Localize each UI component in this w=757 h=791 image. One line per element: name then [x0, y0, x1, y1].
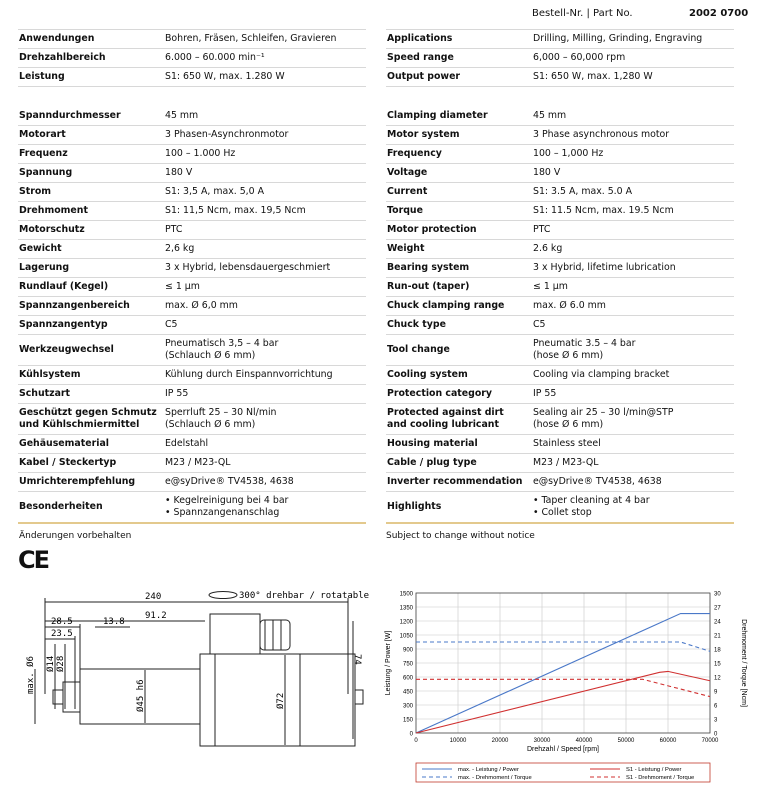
dim-28-5: 28.5 [51, 617, 73, 627]
spec-value: PTC [533, 224, 551, 235]
spec-label: Werkzeugwechsel [19, 344, 114, 355]
spec-value: 2.6 kg [533, 243, 563, 254]
spec-label: Motorart [19, 129, 66, 140]
spec-label: Weight [387, 243, 425, 254]
y2-tick-label: 27 [714, 605, 721, 612]
spec-label: Besonderheiten [19, 501, 103, 512]
spec-label: Umrichterempfehlung [19, 476, 136, 487]
spec-row [18, 435, 366, 454]
y2-tick-label: 6 [714, 703, 718, 710]
spec-value: ≤ 1 μm [165, 281, 200, 292]
spec-label: Rundlauf (Kegel) [19, 281, 109, 292]
spec-value: C5 [533, 319, 546, 330]
spec-value: 2,6 kg [165, 243, 195, 254]
spec-row [18, 404, 366, 435]
y-axis-label: Leistung / Power [W] [385, 630, 392, 696]
spec-value: Edelstahl [165, 438, 209, 449]
dim-23-5: 23.5 [51, 629, 73, 639]
x-axis-label: Drehzahl / Speed [rpm] [527, 746, 599, 753]
spec-row [386, 278, 734, 297]
spec-value: M23 / M23-QL [165, 457, 231, 468]
dim-72: Ø72 [276, 692, 286, 709]
spec-value: 3 x Hybrid, lebensdauergeschmiert [165, 262, 331, 273]
spec-row [386, 335, 734, 366]
dim-13-8: 13.8 [103, 617, 125, 627]
y2-axis-label: Drehmoment / Torque [Ncm] [740, 619, 747, 707]
spec-row [18, 259, 366, 278]
spec-row [18, 145, 366, 164]
spec-row [386, 366, 734, 385]
spec-label: Protection category [387, 388, 493, 399]
x-tick-label: 60000 [659, 738, 677, 744]
spec-row [386, 297, 734, 316]
spec-row [386, 240, 734, 259]
spec-row [18, 49, 366, 68]
dim-14: Ø14 [46, 655, 56, 672]
spec-row [18, 107, 366, 126]
spec-value: Sealing air 25 – 30 l/min@STP (hose Ø 6 mm) [533, 407, 674, 430]
x-tick-label: 30000 [533, 738, 551, 744]
spec-row [18, 202, 366, 221]
order-label: Bestell-Nr. | Part No. [532, 8, 633, 19]
spec-label: Strom [19, 186, 52, 197]
dim-28: Ø28 [56, 655, 66, 672]
spec-value: • Kegelreinigung bei 4 bar • Spannzangenanschlag [165, 495, 289, 518]
y2-tick-label: 30 [714, 591, 721, 598]
spec-row [18, 492, 366, 524]
spec-value: Cooling via clamping bracket [533, 369, 670, 380]
spec-label: Leistung [19, 71, 65, 82]
spec-label: Frequency [387, 148, 442, 159]
y-tick-label: 750 [402, 661, 413, 668]
spec-value: 6.000 – 60.000 min⁻¹ [165, 52, 265, 63]
y-tick-label: 150 [402, 717, 413, 724]
dim-91: 91.2 [145, 611, 167, 621]
spec-label: Run-out (taper) [387, 281, 470, 292]
spec-label: Chuck clamping range [387, 300, 505, 311]
spec-value: S1: 11.5 Ncm, max. 19.5 Ncm [533, 205, 674, 216]
spec-value: Kühlung durch Einspannvorrichtung [165, 369, 333, 380]
y2-tick-label: 3 [714, 717, 718, 724]
spec-row [386, 107, 734, 126]
spec-value: 100 – 1,000 Hz [533, 148, 604, 159]
dim-45: Ø45 h6 [136, 679, 146, 712]
y2-tick-label: 0 [714, 731, 718, 738]
spec-value: S1: 650 W, max. 1.280 W [165, 71, 285, 82]
spec-label: Current [387, 186, 428, 197]
spec-label: Torque [387, 205, 423, 216]
series-line [416, 679, 710, 696]
spec-label: Kühlsystem [19, 369, 81, 380]
legend-label: max. - Leistung / Power [458, 767, 519, 773]
y-tick-label: 1050 [399, 633, 413, 640]
spec-row [18, 183, 366, 202]
x-tick-label: 70000 [701, 738, 719, 744]
y2-tick-label: 18 [714, 647, 721, 654]
y2-tick-label: 21 [714, 633, 721, 640]
spec-label: Spannung [19, 167, 73, 178]
spec-label: Chuck type [387, 319, 446, 330]
technical-drawing [15, 584, 370, 784]
spec-label: Applications [387, 33, 453, 44]
spec-value: 45 mm [533, 110, 567, 121]
spec-label: Geschützt gegen Schmutz und Kühlschmiermittel [19, 407, 157, 430]
spec-value: 6,000 – 60,000 rpm [533, 52, 626, 63]
spec-label: Cable / plug type [387, 457, 477, 468]
spec-label: Housing material [387, 438, 478, 449]
spec-row [18, 454, 366, 473]
spec-label: Spannzangenbereich [19, 300, 130, 311]
x-tick-label: 50000 [617, 738, 635, 744]
spec-label: Output power [387, 71, 461, 82]
spec-value: 3 x Hybrid, lifetime lubrication [533, 262, 676, 273]
y-tick-label: 1200 [399, 619, 413, 626]
spec-row [386, 126, 734, 145]
spec-row [386, 221, 734, 240]
note-german: Änderungen vorbehalten [19, 531, 132, 541]
x-tick-label: 10000 [449, 738, 467, 744]
spec-row [386, 316, 734, 335]
spec-row [18, 240, 366, 259]
spec-value: Drilling, Milling, Grinding, Engraving [533, 33, 703, 44]
spec-row [386, 29, 734, 49]
spec-row [386, 385, 734, 404]
dim-rotatable: 300° drehbar / rotatable [239, 591, 370, 601]
y2-tick-label: 24 [714, 619, 721, 626]
part-number: 2002 0700 [689, 8, 749, 19]
spec-row [386, 202, 734, 221]
spec-label: Motor protection [387, 224, 477, 235]
spec-row [386, 435, 734, 454]
spec-value: • Taper cleaning at 4 bar • Collet stop [533, 495, 650, 518]
spec-label: Spanndurchmesser [19, 110, 121, 121]
x-tick-label: 20000 [491, 738, 509, 744]
spec-label: Bearing system [387, 262, 470, 273]
spec-value: 3 Phase asynchronous motor [533, 129, 670, 140]
spec-label: Protected against dirt and cooling lubricant [387, 407, 504, 430]
spacer [386, 87, 734, 107]
spec-row [386, 473, 734, 492]
spec-value: max. Ø 6,0 mm [165, 300, 238, 311]
spec-row [18, 68, 366, 87]
spec-value: Stainless steel [533, 438, 601, 449]
spec-value: max. Ø 6.0 mm [533, 300, 606, 311]
spec-label: Frequenz [19, 148, 68, 159]
spec-value: e@syDrive® TV4538, 4638 [165, 476, 294, 487]
spec-value: IP 55 [533, 388, 557, 399]
spec-label: Speed range [387, 52, 454, 63]
y2-tick-label: 15 [714, 661, 721, 668]
spec-label: Gewicht [19, 243, 62, 254]
spec-row [386, 454, 734, 473]
spec-value: ≤ 1 μm [533, 281, 568, 292]
y-tick-label: 450 [402, 689, 413, 696]
spec-row [18, 297, 366, 316]
spec-label: Voltage [387, 167, 428, 178]
spec-row [18, 366, 366, 385]
spec-label: Cooling system [387, 369, 468, 380]
y-tick-label: 900 [402, 647, 413, 654]
spec-row [386, 259, 734, 278]
spec-label: Motor system [387, 129, 460, 140]
spec-value: 45 mm [165, 110, 199, 121]
y-tick-label: 300 [402, 703, 413, 710]
x-tick-label: 40000 [575, 738, 593, 744]
spec-label: Schutzart [19, 388, 71, 399]
spec-value: C5 [165, 319, 178, 330]
spec-label: Drehmoment [19, 205, 88, 216]
spec-value: S1: 650 W, max. 1,280 W [533, 71, 653, 82]
spec-label: Lagerung [19, 262, 70, 273]
spec-value: 100 – 1.000 Hz [165, 148, 236, 159]
spec-label: Inverter recommendation [387, 476, 523, 487]
spec-row [18, 221, 366, 240]
performance-chart [380, 584, 752, 786]
spec-table-german [18, 29, 366, 524]
legend-label: max. - Drehmoment / Torque [458, 775, 532, 781]
spec-value: Sperrluft 25 – 30 Nl/min (Schlauch Ø 6 mm) [165, 407, 277, 430]
spec-row [386, 404, 734, 435]
spec-row [386, 183, 734, 202]
spec-row [18, 29, 366, 49]
dim-240: 240 [145, 592, 162, 602]
spec-value: S1: 3.5 A, max. 5.0 A [533, 186, 633, 197]
spacer [18, 87, 366, 107]
spec-row [386, 492, 734, 524]
spec-label: Drehzahlbereich [19, 52, 106, 63]
series-line [416, 642, 710, 651]
spec-label: Clamping diameter [387, 110, 488, 121]
spec-row [386, 145, 734, 164]
spec-value: S1: 11,5 Ncm, max. 19,5 Ncm [165, 205, 306, 216]
spec-label: Anwendungen [19, 33, 95, 44]
legend-label: S1 - Leistung / Power [626, 767, 682, 773]
y-tick-label: 0 [409, 731, 413, 738]
spec-value: PTC [165, 224, 183, 235]
spec-value: M23 / M23-QL [533, 457, 599, 468]
spec-row [18, 278, 366, 297]
spec-row [18, 164, 366, 183]
spec-label: Highlights [387, 501, 442, 512]
y-tick-label: 600 [402, 675, 413, 682]
spec-row [386, 164, 734, 183]
y-tick-label: 1500 [399, 591, 413, 598]
spec-row [18, 335, 366, 366]
spec-value: 180 V [533, 167, 561, 178]
y-tick-label: 1350 [399, 605, 413, 612]
x-tick-label: 0 [414, 738, 418, 744]
spec-table-english [386, 29, 734, 524]
spec-value: 3 Phasen-Asynchronmotor [165, 129, 289, 140]
spec-label: Motorschutz [19, 224, 85, 235]
spec-value: 180 V [165, 167, 193, 178]
spec-row [18, 473, 366, 492]
y2-tick-label: 9 [714, 689, 718, 696]
dim-74: 74 [352, 654, 362, 665]
spec-label: Spannzangentyp [19, 319, 108, 330]
spec-value: Pneumatic 3.5 – 4 bar (hose Ø 6 mm) [533, 338, 636, 361]
spec-value: S1: 3,5 A, max. 5,0 A [165, 186, 265, 197]
spec-value: e@syDrive® TV4538, 4638 [533, 476, 662, 487]
spec-label: Gehäusematerial [19, 438, 109, 449]
spec-value: Bohren, Fräsen, Schleifen, Gravieren [165, 33, 337, 44]
note-english: Subject to change without notice [386, 531, 535, 541]
spec-row [18, 126, 366, 145]
series-line [416, 614, 710, 733]
y2-tick-label: 12 [714, 675, 721, 682]
dim-max-6: max. Ø6 [26, 656, 36, 694]
spec-row [18, 385, 366, 404]
ce-mark-icon: CE [18, 546, 49, 574]
series-line [416, 671, 710, 733]
spec-label: Kabel / Steckertyp [19, 457, 117, 468]
spec-row [386, 68, 734, 87]
spec-row [18, 316, 366, 335]
legend-label: S1 - Drehmoment / Torque [626, 775, 695, 781]
spec-label: Tool change [387, 344, 450, 355]
spec-value: IP 55 [165, 388, 189, 399]
spec-value: Pneumatisch 3,5 – 4 bar (Schlauch Ø 6 mm) [165, 338, 279, 361]
spec-row [386, 49, 734, 68]
